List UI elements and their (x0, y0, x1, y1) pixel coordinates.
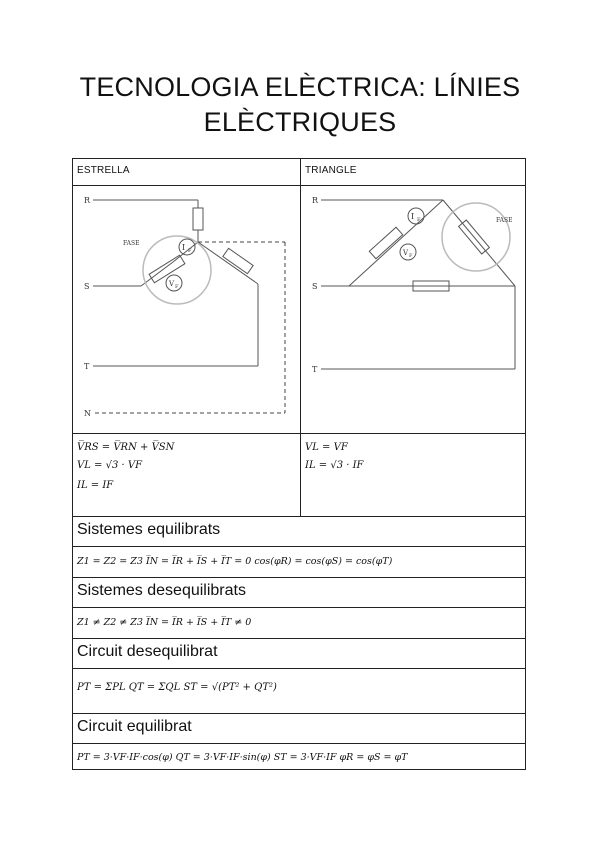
star-formula-3: IL = IF (77, 480, 114, 491)
phase-circle (143, 236, 211, 304)
section-formula-desequilibrats: Z1 ≠ Z2 ≠ Z3 I̅N = I̅R + I̅S + I̅T ≠ 0 (77, 617, 252, 628)
label-r: R (84, 196, 91, 205)
section-formula-circuit-desequilibrat: PT = ΣPL QT = ΣQL ST = √(PT² + QT²) (77, 682, 277, 693)
delta-formula-2: IL = √3 · IF (305, 460, 364, 471)
label-i: I (182, 243, 186, 252)
section-title-circuit-desequilibrat: Circuit desequilibrat (77, 643, 218, 660)
divider (73, 433, 525, 434)
label-r: R (312, 196, 319, 205)
label-fase: FASE (496, 217, 513, 224)
label-i: I (411, 212, 415, 221)
divider (73, 713, 525, 714)
star-formula-1: V̅RS = V̅RN + V̅SN (77, 442, 175, 453)
delta-connection-diagram (301, 186, 527, 433)
star-formula-2: VL = √3 · VF (77, 460, 143, 471)
section-formula-circuit-equilibrat: PT = 3·VF·IF·cos(φ) QT = 3·VF·IF·sin(φ) ST = 3·VF·IF φR = φS = φT (77, 752, 408, 763)
impedance-rs (369, 227, 402, 259)
star-connection-diagram (73, 186, 300, 433)
divider (73, 607, 525, 608)
divider (73, 546, 525, 547)
label-s: S (312, 282, 318, 291)
section-title-equilibrats: Sistemes equilibrats (77, 521, 221, 538)
page-title (0, 70, 600, 140)
impedance-r (193, 208, 203, 230)
label-fase: FASE (123, 240, 140, 247)
label-t: T (312, 365, 318, 374)
wire-r-s (349, 200, 443, 286)
phase-circle (442, 203, 513, 271)
section-title-circuit-equilibrat: Circuit equilibrat (77, 718, 192, 735)
delta-formula-1: VL = VF (305, 442, 348, 453)
divider (73, 577, 525, 578)
label-s: S (84, 282, 90, 291)
label-t: T (84, 362, 90, 371)
header-triangle: TRIANGLE (305, 165, 357, 176)
label-v: V (169, 280, 175, 288)
header-estrella: ESTRELLA (77, 165, 130, 176)
page-title-line-1: TECNOLOGIA ELÈCTRICA: LÍNIES (79, 72, 521, 102)
label-v-sub: F (409, 253, 413, 259)
label-v: V (403, 249, 409, 257)
divider (73, 668, 525, 669)
label-i-sub: F (417, 217, 421, 223)
label-v-sub: F (175, 284, 179, 290)
section-formula-equilibrats: Z1 = Z2 = Z3 I̅N = I̅R + I̅S + I̅T = 0 cos(φR) = cos(φS) = cos(φT) (77, 556, 393, 567)
divider (73, 516, 525, 517)
divider (73, 743, 525, 744)
section-title-desequilibrats: Sistemes desequilibrats (77, 582, 246, 599)
label-n: N (84, 409, 91, 418)
formula-sheet-table (72, 158, 526, 770)
wire-r-t (443, 200, 515, 286)
label-i-sub: F (188, 248, 192, 254)
divider (73, 638, 525, 639)
page-title-line-2: ELÈCTRIQUES (203, 107, 397, 137)
